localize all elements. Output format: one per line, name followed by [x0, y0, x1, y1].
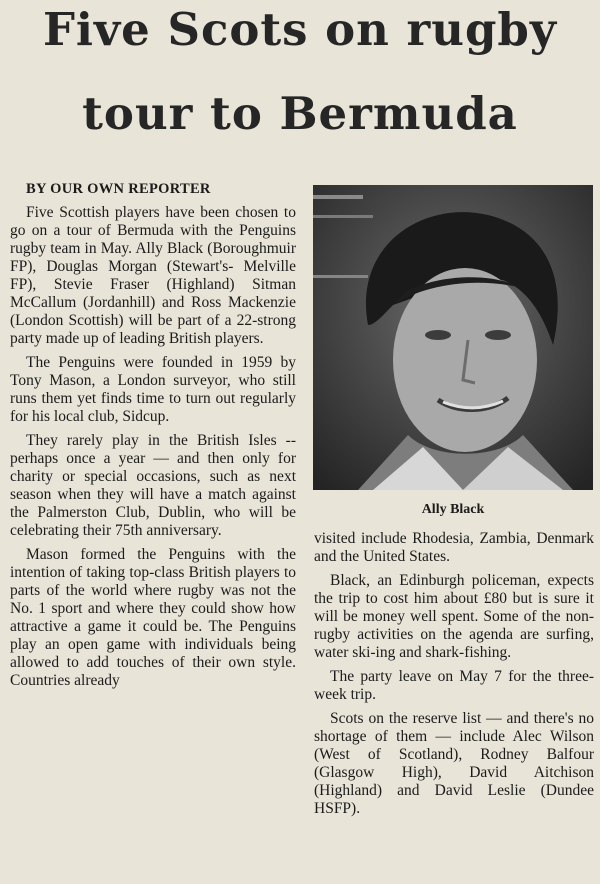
headline-line-1: Five Scots on rugby: [42, 3, 558, 56]
paragraph-4: Mason formed the Penguins with the intention of taking top-class British players to parts of the world where rugby was not the No. 1 sport and where they could show how attractive a game it could be. The Penguins play an open game with individuals being allowed to add touches of their own style. Countries already: [10, 546, 296, 689]
paragraph-1: Five Scottish players have been chosen to go on a tour of Bermuda with the Penguins rugby team in May. Ally Black (Boroughmuir FP), Douglas Morgan (Stewart's- Melville FP), Stevie Fraser (Highland) Sitman McCallum (Jordanhill) and Ross Mackenzie (London Scottish) will be part of a 22-strong party made up of leading British players.: [10, 204, 296, 347]
paragraph-3: They rarely play in the British Isles -- perhaps once a year — and then only for charity or special occasions, such as next season when they will have a match against the Palmerston Club, Dublin, who will be celebrating their 75th anniversary.: [10, 432, 296, 539]
paragraph-7: The party leave on May 7 for the three-week trip.: [314, 668, 594, 703]
paragraph-6: Black, an Edinburgh policeman, expects the trip to cost him about £80 but is sure it will be money well spent. Some of the non-rugby activities on the agenda are surfing, water ski-ing and shark-fishing.: [314, 572, 594, 661]
photo-caption: Ally Black: [421, 502, 485, 517]
headline-line-2: tour to Bermuda: [82, 87, 518, 140]
headline: [0, 3, 600, 174]
paragraph-8: Scots on the reserve list — and there's no shortage of them — include Alec Wilson (West of Scotland), Rodney Balfour (Glasgow High), David Aitchison (Highland) and David Leslie (Dundee HSFP).: [314, 710, 594, 817]
portrait-photo: [313, 185, 593, 490]
byline: BY OUR OWN REPORTER: [26, 181, 211, 197]
paragraph-2: The Penguins were founded in 1959 by Tony Mason, a London surveyor, who still runs them yet finds time to turn out regularly for his local club, Sidcup.: [10, 354, 296, 425]
paragraph-5: visited include Rhodesia, Zambia, Denmark and the United States.: [314, 530, 594, 565]
article-column-left: [10, 180, 296, 696]
portrait-image: [313, 185, 593, 490]
article-column-right: [314, 530, 594, 824]
